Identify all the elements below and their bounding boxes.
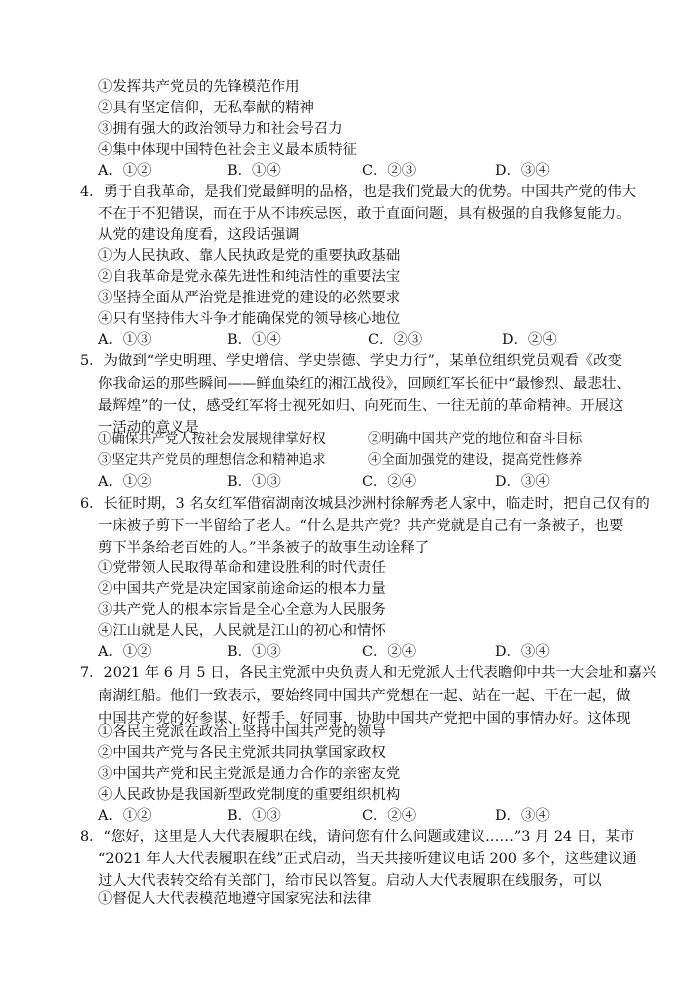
q3-choice-d: D．③④ — [495, 163, 550, 179]
q4-option-2: ②自我革命是党永葆先进性和纯洁性的重要法宝 — [98, 269, 401, 285]
q7-option-4: ④人民政协是我国新型政党制度的重要组织机构 — [98, 787, 401, 803]
q5-choice-d: D．③④ — [495, 474, 550, 490]
q7-stem-line-2: 南湖红船。他们一致表示，要始终同中国共产党想在一起、站在一起、干在一起，做 — [98, 688, 631, 704]
q4-stem-line-2: 不在于不犯错误，而在于从不讳疾忌医，敢于直面问题，具有极强的自我修复能力。 — [98, 206, 631, 222]
q5-option-3: ③坚定共产党员的理想信念和精神追求 — [98, 453, 326, 468]
q4-choice-c: C．②③ — [368, 332, 423, 348]
q6-choice-c: C．②④ — [362, 644, 417, 660]
q5-option-2: ②明确中国共产党的地位和奋斗目标 — [368, 432, 583, 447]
q7-option-1: ①各民主党派在政治上坚持中国共产党的领导 — [98, 724, 386, 740]
q7-choice-a: A．①② — [98, 808, 152, 824]
q7-choice-b: B．①③ — [227, 808, 281, 824]
q6-choice-b: B．①③ — [227, 644, 281, 660]
q4-choice-d: D．②④ — [502, 332, 557, 348]
q6-choice-a: A．①② — [98, 644, 152, 660]
q6-option-4: ④江山就是人民，人民就是江山的初心和情怀 — [98, 623, 386, 639]
q6-stem-line-2: 一床被子剪下一半留给了老人。“什么是共产党？共产党就是自己有一条被子，也要 — [98, 518, 624, 534]
q4-stem-line-3: 从党的建设角度看，这段话强调 — [98, 227, 300, 243]
q7-choice-d: D．③④ — [495, 808, 550, 824]
q6-choice-d: D．③④ — [495, 644, 550, 660]
q3-option-2: ②具有坚定信仰，无私奉献的精神 — [98, 100, 314, 116]
q4-option-4: ④只有坚持伟大斗争才能确保党的领导核心地位 — [98, 311, 401, 327]
q4-stem-line-1: 4．勇于自我革命，是我们党最鲜明的品格，也是我们党最大的优势。中国共产党的伟大 — [80, 184, 637, 200]
q8-stem-line-2: “2021 年人大代表履职在线”正式启动，当天共接听建议电话 200 多个，这些建议通 — [98, 851, 637, 867]
q3-option-3: ③拥有强大的政治领导力和社会号召力 — [98, 121, 343, 137]
q5-stem-line-4: 一活动的意义是 — [98, 420, 199, 436]
q5-stem-line-1: 5．为做到“学史明理、学史增信、学史崇德、学史力行”，某单位组织党员观看《改变 — [80, 353, 622, 369]
q5-choice-a: A．①② — [98, 474, 152, 490]
q4-option-3: ③坚持全面从严治党是推进党的建设的必然要求 — [98, 290, 401, 306]
q5-choice-c: C．②④ — [362, 474, 417, 490]
q3-choice-b: B．①④ — [227, 163, 281, 179]
q8-stem-line-1: 8．“您好，这里是人大代表履职在线，请问您有什么问题或建议……”3 月 24 日，某市 — [80, 829, 635, 845]
q6-option-3: ③共产党人的根本宗旨是全心全意为人民服务 — [98, 602, 386, 618]
q3-choice-c: C．②③ — [362, 163, 417, 179]
q8-option-1: ①督促人大代表模范地遵守国家宪法和法律 — [98, 891, 372, 907]
q5-stem-line-2: 你我命运的那些瞬间——鲜血染红的湘江战役》，回顾红军长征中“最惨烈、最悲壮、 — [98, 376, 631, 392]
q6-option-2: ②中国共产党是决定国家前途命运的根本力量 — [98, 581, 386, 597]
q4-choice-a: A．①③ — [98, 332, 152, 348]
q7-stem-line-1: 7．2021 年 6 月 5 日，各民主党派中央负责人和无党派人士代表瞻仰中共一大会址和嘉兴 — [80, 665, 657, 681]
q7-choice-c: C．②④ — [362, 808, 417, 824]
q6-option-1: ①党带领人民取得革命和建设胜利的时代责任 — [98, 560, 386, 576]
q5-choice-b: B．①③ — [227, 474, 281, 490]
q5-option-4: ④全面加强党的建设，提高党性修养 — [368, 453, 583, 468]
q7-option-2: ②中国共产党与各民主党派共同执掌国家政权 — [98, 745, 386, 761]
q3-option-4: ④集中体现中国特色社会主义最本质特征 — [98, 142, 358, 158]
q8-stem-line-3: 过人大代表转交给有关部门，给市民以答复。启动人大代表履职在线服务，可以 — [98, 873, 602, 889]
q7-option-3: ③中国共产党和民主党派是通力合作的亲密友党 — [98, 766, 401, 782]
q4-choice-b: B．①④ — [227, 332, 281, 348]
q5-option-1: ①确保共产党人按社会发展规律掌好权 — [98, 432, 326, 447]
q6-stem-line-1: 6．长征时期，3 名女红军借宿湖南汝城县沙洲村徐解秀老人家中，临走时，把自己仅有的 — [80, 496, 650, 512]
q7-stem-line-3: 中国共产党的好参谋、好帮手、好同事，协助中国共产党把中国的事情办好。这体现 — [98, 711, 631, 727]
q3-choice-a: A．①② — [98, 163, 152, 179]
q4-option-1: ①为人民执政、靠人民执政是党的重要执政基础 — [98, 248, 401, 264]
q5-stem-line-3: 最辉煌”的一仗，感受红军将士视死如归、向死而生、一往无前的革命精神。开展这 — [98, 398, 624, 414]
q6-stem-line-3: 剪下半条给老百姓的人。”半条被子的故事生动诠释了 — [98, 540, 430, 556]
q3-option-1: ①发挥共产党员的先锋模范作用 — [98, 79, 300, 95]
